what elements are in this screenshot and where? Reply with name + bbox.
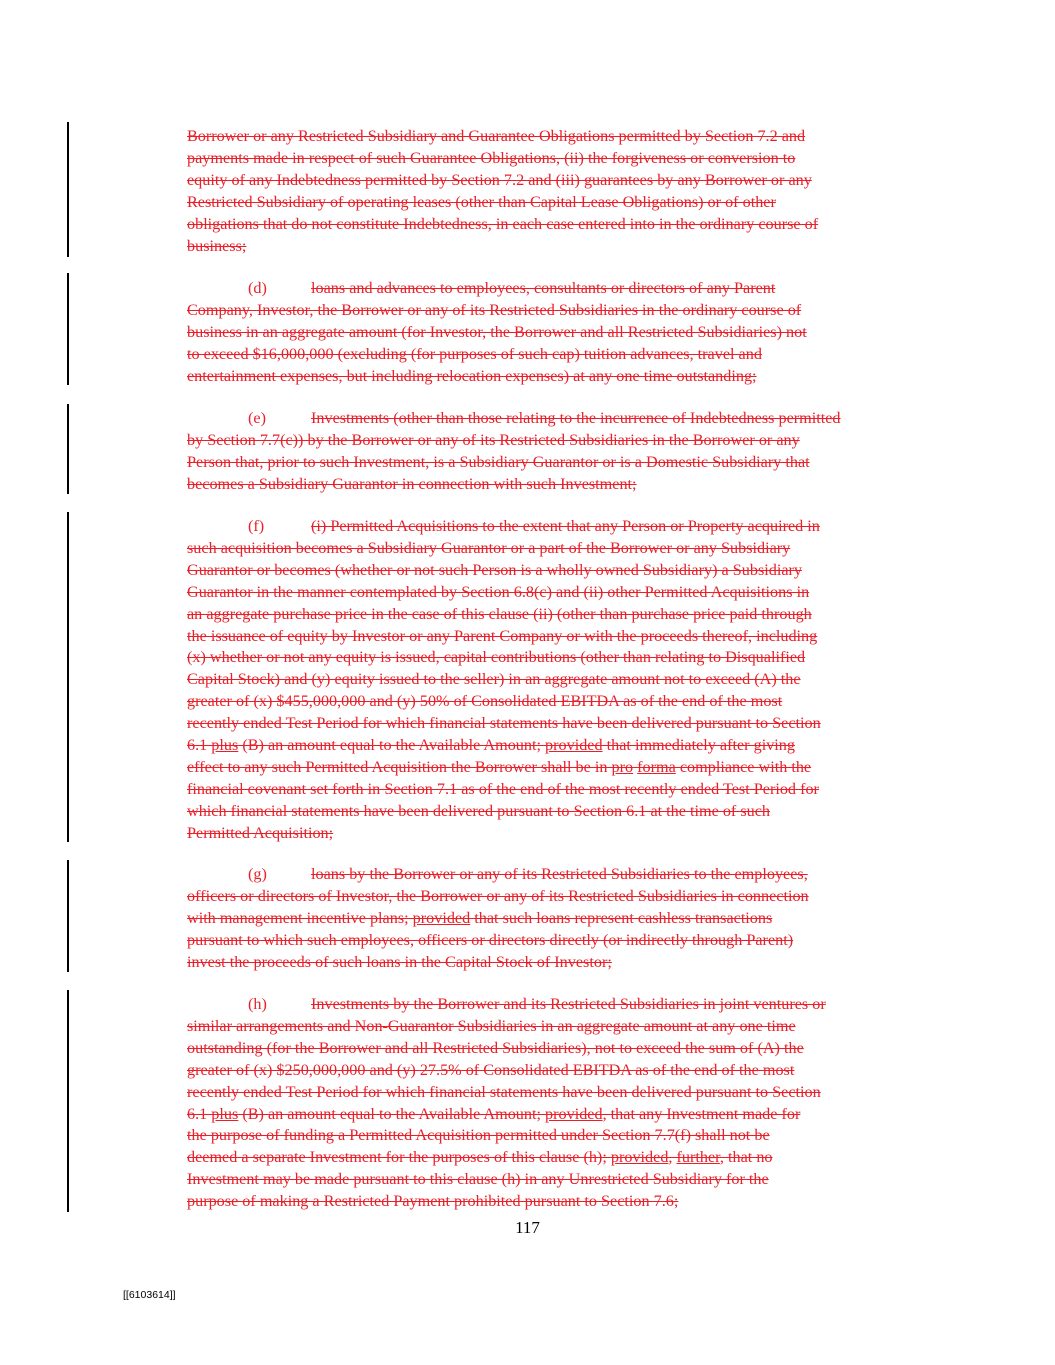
text-line: the purpose of funding a Permitted Acquisition permitted under Section 7.7(f) shall not be — [187, 1126, 770, 1145]
text-line — [187, 735, 935, 757]
clause-e — [187, 408, 935, 496]
text-line: payments made in respect of such Guarantee Obligations, (ii) the forgiveness or conversion to — [187, 148, 796, 167]
text-line: financial covenant set forth in Section 7.1 as of the end of the most recently ended Test Period for — [187, 779, 819, 798]
text-line: (i) Permitted Acquisitions to the extent that any Person or Property acquired in — [311, 517, 820, 535]
text-run: compliance with the — [675, 757, 812, 776]
text-line: invest the proceeds of such loans in the Capital Stock of Investor; — [187, 952, 612, 971]
change-bar — [67, 990, 69, 1212]
underlined-term: further — [676, 1148, 720, 1167]
text-run: effect to any such Permitted Acquisition the Borrower shall be in — [187, 757, 612, 776]
text-line: recently ended Test Period for which financial statements have been delivered pursuant to Section — [187, 714, 821, 733]
text-line: Person that, prior to such Investment, is a Subsidiary Guarantor or is a Domestic Subsidiary that — [187, 452, 810, 471]
text-line: obligations that do not constitute Indebtedness, in each case entered into in the ordinary course of — [187, 214, 819, 233]
text-run: 6.1 — [187, 736, 212, 755]
text-line: which financial statements have been delivered pursuant to Section 6.1 at the time of such — [187, 801, 771, 820]
underlined-term: forma — [637, 757, 676, 776]
text-line: to exceed $16,000,000 (excluding (for purposes of such cap) tuition advances, travel and — [187, 344, 762, 363]
text-line — [187, 757, 935, 779]
change-bar — [67, 404, 69, 494]
text-run: 6.1 — [187, 1104, 212, 1123]
text-line: greater of (x) $455,000,000 and (y) 50% of Consolidated EBITDA as of the end of the most — [187, 692, 783, 711]
text-line: pursuant to which such employees, officers or directors directly (or indirectly through Parent) — [187, 930, 794, 949]
clause-h — [187, 994, 935, 1213]
clause-label: (f) — [248, 517, 265, 535]
text-run: with management incentive plans; — [187, 908, 413, 927]
clause-label: (d) — [248, 279, 267, 297]
text-line: equity of any Indebtedness permitted by Section 7.2 and (iii) guarantees by any Borrower or any — [187, 170, 812, 189]
text-line: Investments by the Borrower and its Restricted Subsidiaries in joint ventures or — [311, 995, 826, 1013]
text-run: that such loans represent cashless transactions — [470, 908, 773, 927]
underlined-term: provided — [545, 736, 603, 755]
text-line: entertainment expenses, but including relocation expenses) at any one time outstanding; — [187, 366, 757, 385]
text-line: purpose of making a Restricted Payment prohibited pursuant to Section 7.6; — [187, 1192, 679, 1211]
clause-f — [187, 516, 935, 845]
clause-first-line — [187, 864, 935, 886]
text-line: Guarantor or becomes (whether or not such Person is a wholly owned Subsidiary) a Subsidiary — [187, 560, 802, 579]
text-run: that immediately after giving — [602, 736, 795, 755]
text-line: the issuance of equity by Investor or any Parent Company or with the proceeds thereof, including — [187, 626, 818, 645]
change-bar — [67, 860, 69, 972]
clause-label: (g) — [248, 865, 267, 883]
text-line: Capital Stock) and (y) equity issued to the seller) in an aggregate amount not to exceed (A) the — [187, 670, 801, 689]
text-line: becomes a Subsidiary Guarantor in connection with such Investment; — [187, 474, 637, 493]
text-line: by Section 7.7(c)) by the Borrower or any of its Restricted Subsidiaries in the Borrower or any — [187, 430, 800, 449]
text-line: loans by the Borrower or any of its Restricted Subsidiaries to the employees, — [311, 865, 808, 883]
underlined-term: pro — [611, 757, 634, 776]
text-line: recently ended Test Period for which financial statements have been delivered pursuant to Section — [187, 1082, 821, 1101]
clause-first-line — [187, 278, 935, 300]
change-bar — [67, 512, 69, 842]
text-run: deemed a separate Investment for the purposes of this clause (h); — [187, 1148, 611, 1167]
text-line: (x) whether or not any equity is issued, capital contributions (other than relating to Disqualified — [187, 648, 806, 667]
text-line: greater of (x) $250,000,000 and (y) 27.5% of Consolidated EBITDA as of the end of the most — [187, 1060, 795, 1079]
text-line: Investment may be made pursuant to this clause (h) in any Unrestricted Subsidiary for the — [187, 1170, 769, 1189]
text-run: (B) an amount equal to the Available Amount; — [238, 736, 546, 755]
change-bar — [67, 122, 69, 257]
clause-label: (e) — [248, 409, 266, 427]
underlined-term: provided — [545, 1104, 603, 1123]
text-line: officers or directors of Investor, the Borrower or any of its Restricted Subsidiaries in connection — [187, 886, 809, 905]
clause-label: (h) — [248, 995, 267, 1013]
text-line — [187, 1147, 935, 1169]
text-line — [187, 908, 935, 930]
text-run: , that no — [719, 1148, 773, 1167]
clause-first-line — [187, 516, 935, 538]
text-line: loans and advances to employees, consultants or directors of any Parent — [311, 279, 776, 297]
text-line: business in an aggregate amount (for Investor, the Borrower and all Restricted Subsidiaries) not — [187, 322, 807, 341]
change-bar — [67, 273, 69, 385]
clause-d — [187, 278, 935, 388]
text-line: Borrower or any Restricted Subsidiary and Guarantee Obligations permitted by Section 7.2 and — [187, 127, 806, 145]
clause-first-line — [187, 408, 935, 430]
underlined-term: provided — [412, 908, 471, 927]
text-line: Guarantor in the manner contemplated by Section 6.8(c) and (ii) other Permitted Acquisitions in — [187, 582, 810, 601]
text-line: Restricted Subsidiary of operating leases (other than Capital Lease Obligations) or of other — [187, 192, 776, 211]
text-line: Investments (other than those relating to the incurrence of Indebtedness permitted — [311, 409, 841, 427]
page-number: 117 — [515, 1218, 540, 1237]
underlined-term: plus — [211, 1104, 239, 1123]
text-line: similar arrangements and Non-Guarantor Subsidiaries in an aggregate amount at any one time — [187, 1016, 796, 1035]
clause-first-line — [187, 994, 935, 1016]
text-run: , that any Investment made for — [602, 1104, 801, 1123]
text-line — [187, 1104, 935, 1126]
text-run: , — [668, 1148, 677, 1167]
underlined-term: plus — [211, 736, 239, 755]
underlined-term: provided — [610, 1148, 669, 1167]
text-line: such acquisition becomes a Subsidiary Guarantor or a part of the Borrower or any Subsidiary — [187, 538, 791, 557]
text-line: Company, Investor, the Borrower or any of its Restricted Subsidiaries in the ordinary course of — [187, 300, 802, 319]
text-line: an aggregate purchase price in the case of this clause (ii) (other than purchase price paid through — [187, 604, 812, 623]
clause-g — [187, 864, 935, 974]
paragraph-continuation — [187, 126, 935, 257]
text-line: business; — [187, 236, 247, 255]
text-line: outstanding (for the Borrower and all Restricted Subsidiaries), not to exceed the sum of (A) the — [187, 1038, 804, 1057]
text-run: (B) an amount equal to the Available Amount; — [238, 1104, 546, 1123]
text-line: Permitted Acquisition; — [187, 823, 334, 842]
document-id: [[6103614]] — [123, 1289, 176, 1301]
